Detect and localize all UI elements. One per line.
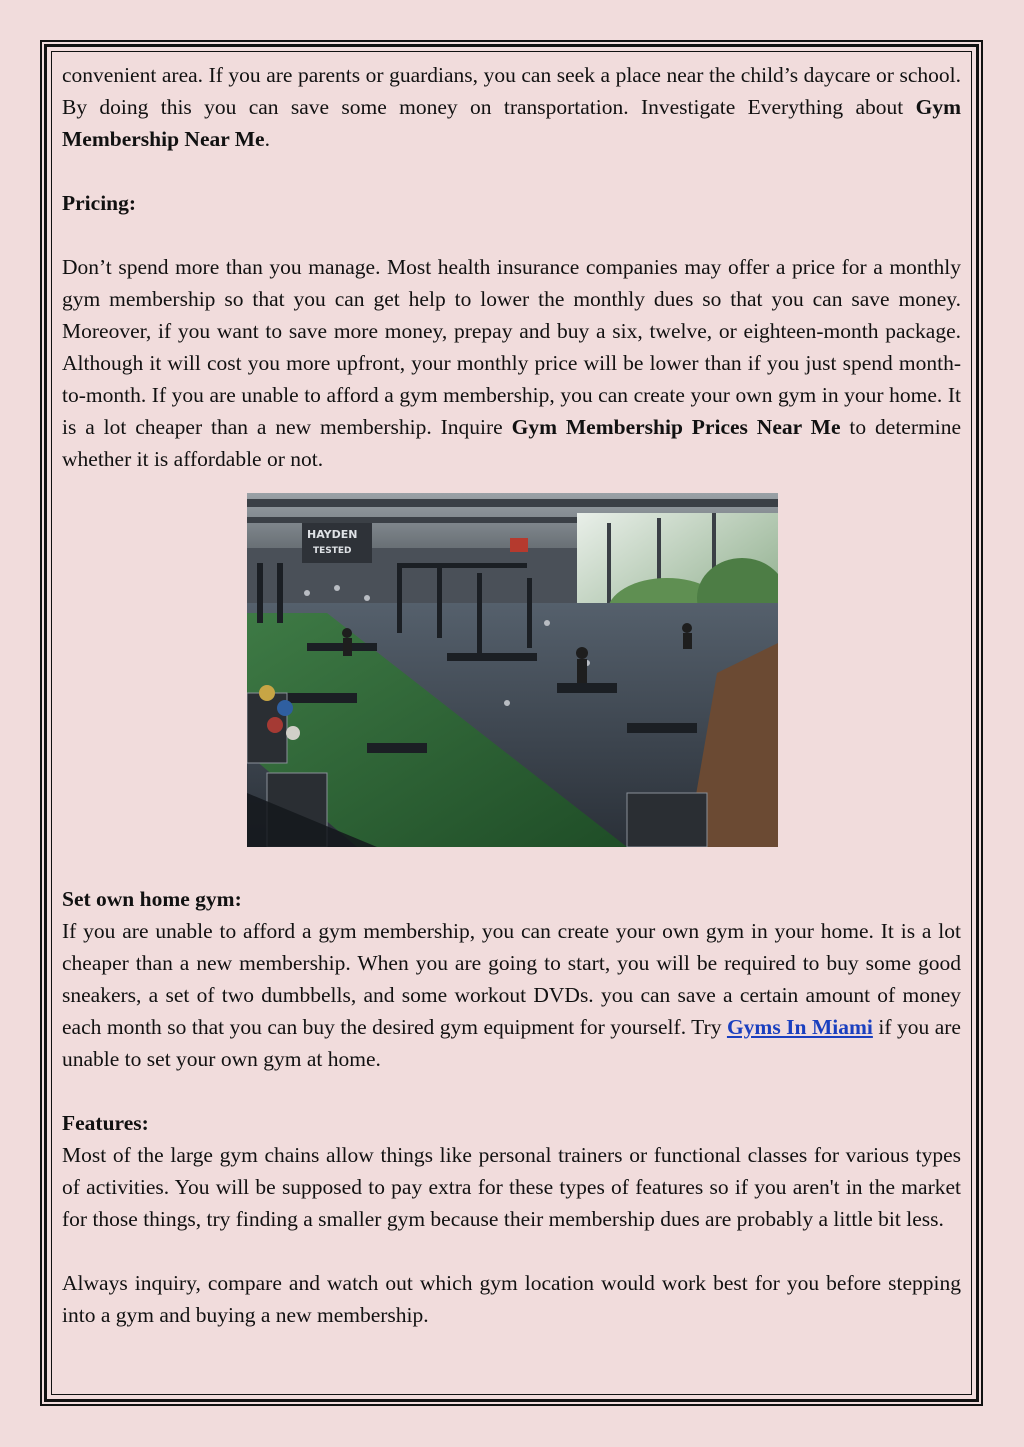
closing-paragraph: Always inquiry, compare and watch out which gym location would work best for you before stepping into a gym and buying a new membership. [62,1271,961,1327]
features-heading: Features: [62,1111,149,1135]
gym-interior-photo [247,493,778,847]
document-content [62,59,961,1331]
intro-paragraph: convenient area. If you are parents or guardians, you can seek a place near the child’s daycare or school. By doing this you can save some money on transportation. Investigate Everything about Gym Membership Near Me. [62,63,961,151]
home-gym-heading: Set own home gym: [62,887,242,911]
pricing-heading: Pricing: [62,191,137,215]
gyms-in-miami-link[interactable]: Gyms In Miami [726,1015,873,1039]
gym-photo-illustration [247,493,778,847]
photo-sign-line1: HAYDEN [307,528,358,541]
home-gym-paragraph: If you are unable to afford a gym membership, you can create your own gym in your home. It is a lot cheaper than a new membership. When you are going to start, you will be required to buy some good sneakers, a set of two dumbbells, and some workout DVDs. you can save a certain amount of money each month so that you can buy the desired gym equipment for yourself. Try Gyms In Miami if you are unable to set your own gym at home. [62,919,961,1071]
keyword-gym-membership-prices: Gym Membership Prices Near Me [511,415,841,439]
features-paragraph: Most of the large gym chains allow things like personal trainers or functional classes for various types of activities. You will be supposed to pay extra for these types of features so if you aren't in the market for those things, try finding a smaller gym because their membership dues are probably a little bit less. [62,1143,961,1231]
keyword-gym-membership-near-me: Gym Membership Near Me [62,95,961,151]
pricing-paragraph: Don’t spend more than you manage. Most health insurance companies may offer a price for a monthly gym membership so that you can get help to lower the monthly dues so that you can save money. Moreover, if you want to save more money, prepay and buy a six, twelve, or eighteen-month package. Although it will cost you more upfront, your monthly price will be lower than if you just spend month-to-month. If you are unable to afford a gym membership, you can create your own gym in your home. It is a lot cheaper than a new membership. Inquire Gym Membership Prices Near Me to determine whether it is affordable or not. [62,255,961,471]
photo-sign-line2: TESTED [313,546,352,556]
